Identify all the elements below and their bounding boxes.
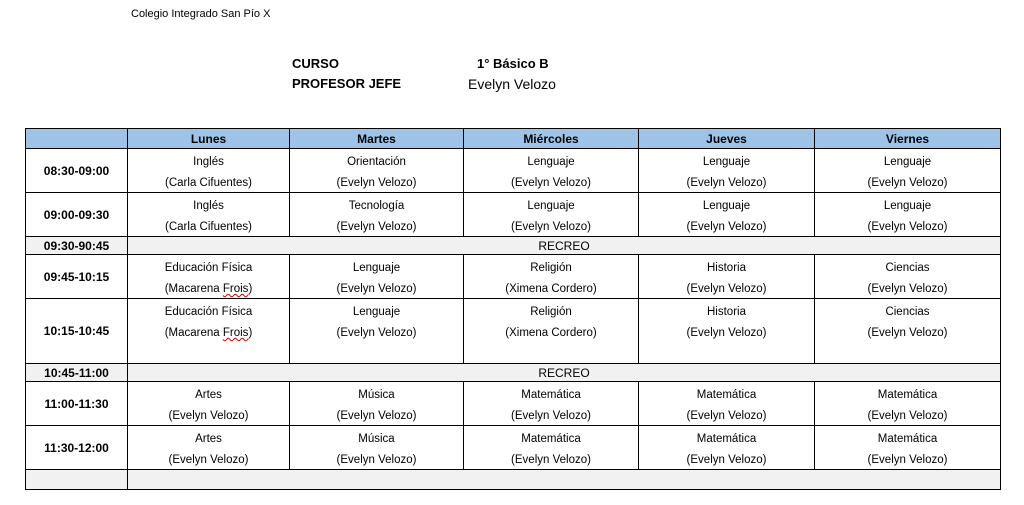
subject: Artes [195,389,222,401]
class-cell [639,193,815,237]
subject: Ciencias [885,262,930,274]
teacher: (Evelyn Velozo) [686,454,767,466]
subject: Tecnología [348,200,405,212]
teacher: (Evelyn Velozo) [336,221,417,233]
class-cell [464,193,639,237]
teacher: (Evelyn Velozo) [686,283,767,295]
class-cell [290,426,464,470]
header-day: Viernes [815,129,1001,149]
time-cell: 09:45-10:15 [26,255,128,299]
class-cell [290,193,464,237]
subject: Matemática [696,433,757,445]
time-cell: 09:30-90:45 [26,237,128,255]
subject: Lenguaje [527,156,575,168]
class-cell [639,382,815,426]
teacher: (Evelyn Velozo) [511,221,591,233]
subject: Música [358,433,395,445]
empty-row [26,470,1001,490]
header-corner [26,129,128,149]
class-cell [128,193,290,237]
teacher: (Evelyn Velozo) [336,177,417,189]
teacher: (Evelyn Velozo) [336,454,417,466]
teacher: (Evelyn Velozo) [867,454,948,466]
teacher-text: ) [248,283,253,295]
teacher: (Evelyn Velozo) [336,410,417,422]
teacher: (Carla Cifuentes) [165,221,252,233]
class-cell [815,193,1001,237]
class-cell [464,382,639,426]
table-row [26,255,1001,299]
class-cell [290,299,464,364]
subject: Historia [707,262,746,274]
school-name: Colegio Integrado San Pío X [131,8,271,20]
subject: Ciencias [885,306,930,318]
head-teacher-value: Evelyn Velozo [468,76,556,92]
teacher: (Evelyn Velozo) [686,221,767,233]
schedule-table [25,128,1001,490]
teacher-text: ) [248,327,253,339]
subject: Religión [530,262,572,274]
table-row [26,426,1001,470]
header-day: Miércoles [464,129,639,149]
class-cell [290,255,464,299]
subject: Orientación [347,156,406,168]
subject: Lenguaje [883,156,932,168]
subject: Matemática [696,389,757,401]
subject: Matemática [521,389,581,401]
class-cell [815,426,1001,470]
class-cell [290,382,464,426]
teacher: (Ximena Cordero) [505,283,597,295]
teacher: (Evelyn Velozo) [336,327,417,339]
subject: Matemática [521,433,581,445]
teacher: (Evelyn Velozo) [168,410,249,422]
teacher: (Evelyn Velozo) [867,410,948,422]
class-cell [290,149,464,193]
class-cell [639,255,815,299]
class-cell [128,382,290,426]
subject: Educación Física [164,262,253,274]
teacher-text: (Macarena [164,327,223,339]
subject: Lenguaje [352,262,401,274]
class-cell [639,149,815,193]
teacher-text: (Macarena [164,283,223,295]
class-cell [464,149,639,193]
subject: Lenguaje [702,156,751,168]
header-day: Martes [290,129,464,149]
teacher: (Evelyn Velozo) [867,283,948,295]
subject: Artes [195,433,222,445]
class-cell [464,299,639,364]
class-cell [639,426,815,470]
table-row [26,299,1001,364]
subject: Música [358,389,395,401]
course-label: CURSO [292,56,339,71]
subject: Lenguaje [883,200,932,212]
teacher: (Evelyn Velozo) [686,177,767,189]
spellcheck-word: Frois [222,283,249,295]
teacher [128,282,289,296]
teacher [128,326,289,340]
subject: Lenguaje [527,200,575,212]
subject: Inglés [193,156,224,168]
empty-time-cell [26,470,128,490]
break-label: RECREO [128,364,1001,382]
teacher: (Evelyn Velozo) [867,221,948,233]
table-row [26,149,1001,193]
subject: Historia [707,306,746,318]
class-cell [815,149,1001,193]
class-cell [128,426,290,470]
header-day: Lunes [128,129,290,149]
time-cell: 08:30-09:00 [26,149,128,193]
teacher: (Evelyn Velozo) [867,177,948,189]
teacher: (Evelyn Velozo) [686,410,767,422]
teacher: (Carla Cifuentes) [165,177,252,189]
teacher: (Evelyn Velozo) [686,327,767,339]
class-cell [639,299,815,364]
table-row [26,193,1001,237]
time-cell: 11:30-12:00 [26,426,128,470]
teacher: (Evelyn Velozo) [867,327,948,339]
subject: Lenguaje [352,306,401,318]
class-cell [464,255,639,299]
class-cell [128,255,290,299]
class-cell [464,426,639,470]
header-row [26,129,1001,149]
class-cell [128,149,290,193]
subject: Lenguaje [702,200,751,212]
break-label: RECREO [128,237,1001,255]
time-cell: 11:00-11:30 [26,382,128,426]
class-cell [128,299,290,364]
time-cell: 10:15-10:45 [26,299,128,364]
class-cell [815,299,1001,364]
head-teacher-label: PROFESOR JEFE [292,76,402,91]
teacher: (Evelyn Velozo) [168,454,249,466]
break-row [26,237,1001,255]
teacher: (Evelyn Velozo) [511,177,591,189]
empty-cell [128,470,1001,490]
time-cell: 10:45-11:00 [26,364,128,382]
teacher: (Evelyn Velozo) [511,454,591,466]
header-day: Jueves [639,129,815,149]
time-cell: 09:00-09:30 [26,193,128,237]
subject: Matemática [877,433,938,445]
teacher: (Evelyn Velozo) [511,410,591,422]
class-cell [815,382,1001,426]
subject: Educación Física [164,306,253,318]
subject: Religión [530,306,572,318]
course-value: 1° Básico B [477,56,549,71]
subject: Inglés [193,200,224,212]
subject: Matemática [877,389,938,401]
table-row [26,382,1001,426]
teacher: (Ximena Cordero) [505,327,597,339]
break-row [26,364,1001,382]
teacher: (Evelyn Velozo) [336,283,417,295]
class-cell [815,255,1001,299]
spellcheck-word: Frois [222,327,249,339]
